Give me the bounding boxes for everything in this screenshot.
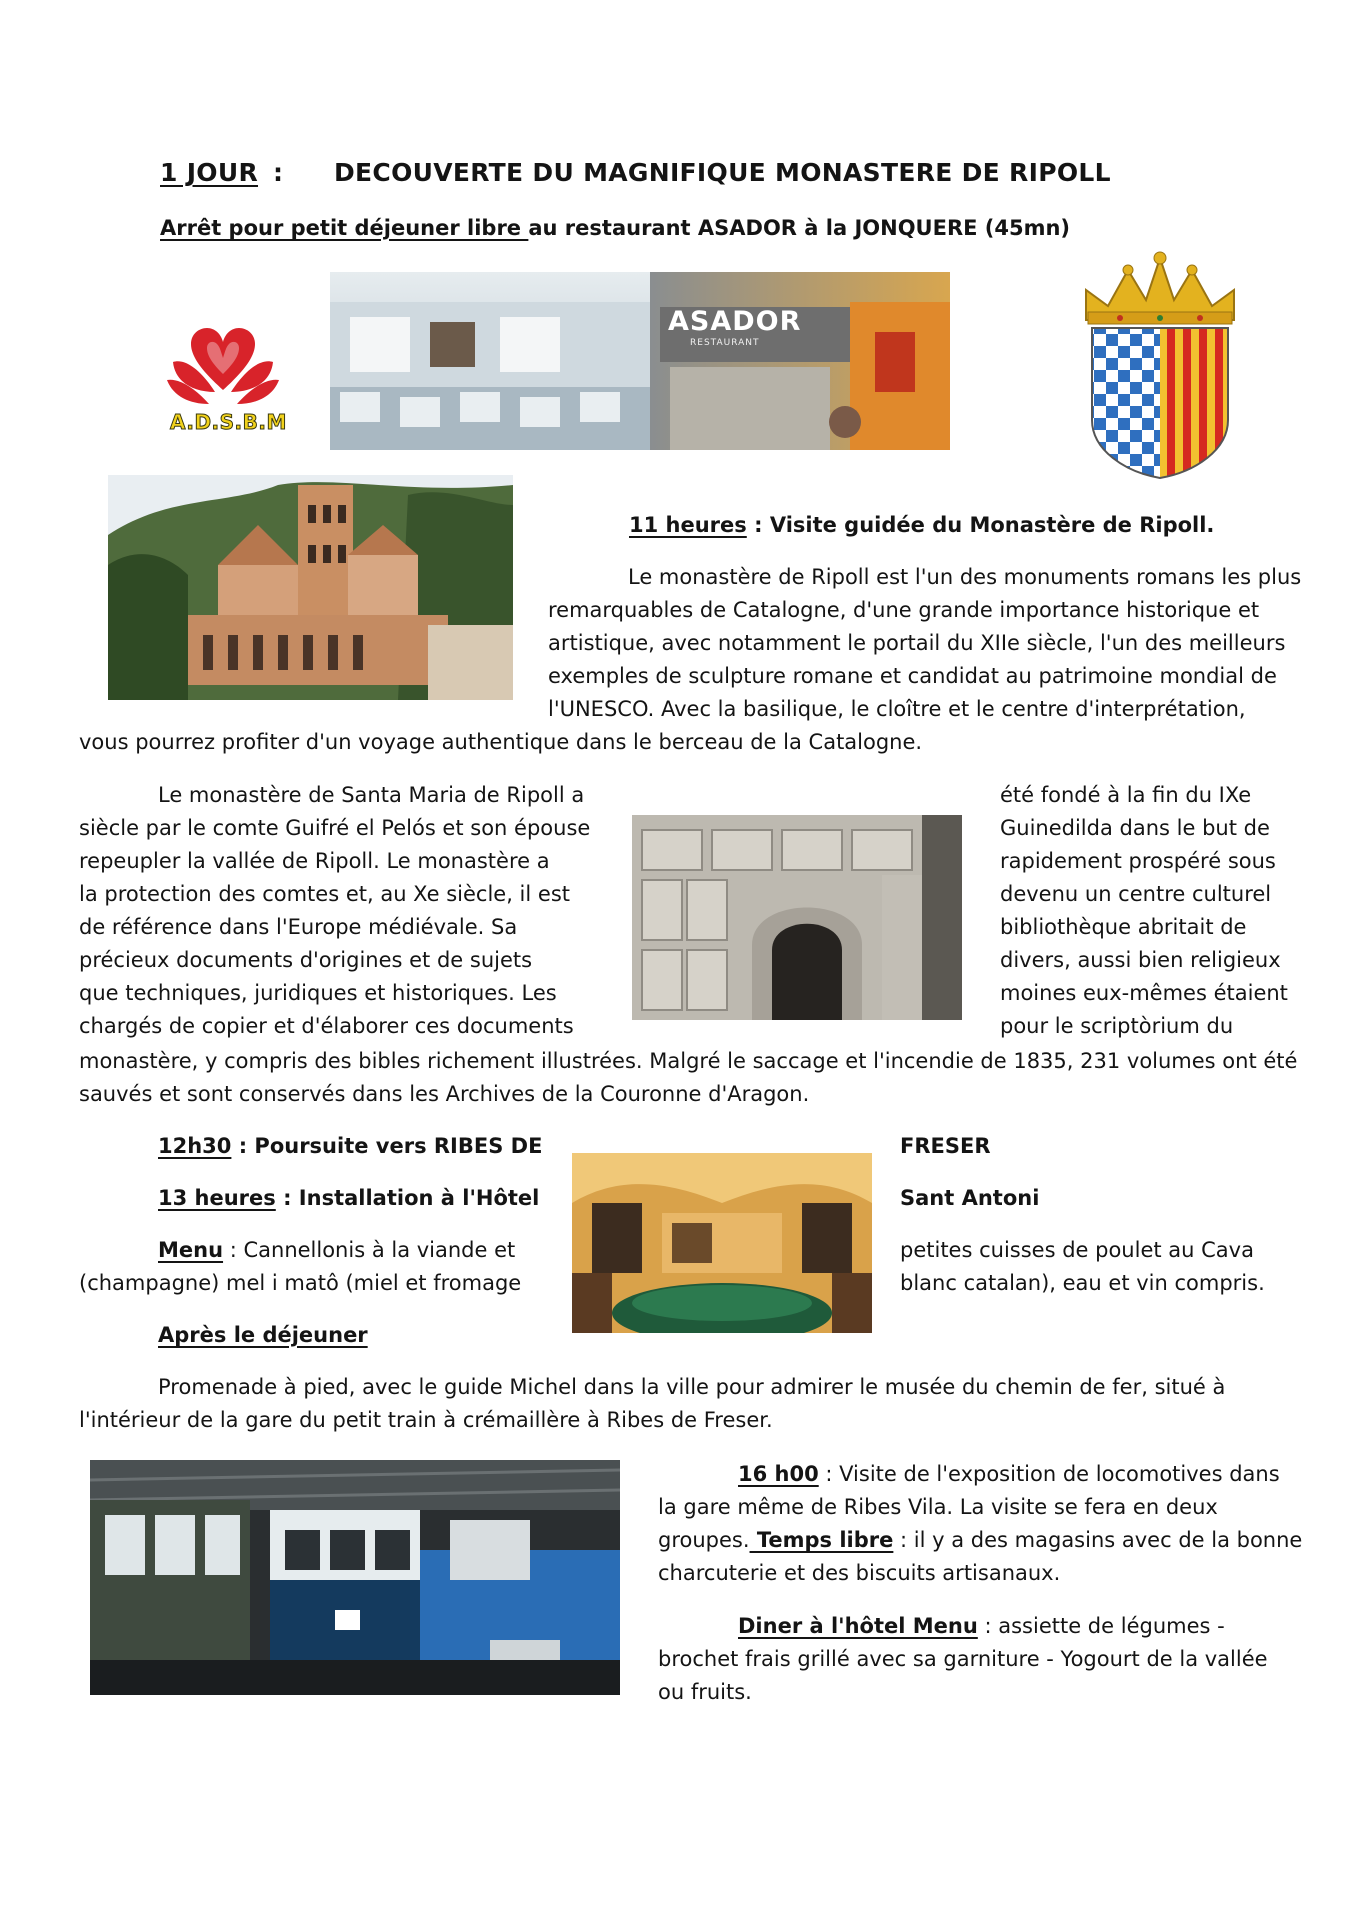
schedule-1230-right: FRESER — [900, 1134, 991, 1158]
dinner-line-3: ou fruits. — [658, 1680, 752, 1704]
menu-line-1 — [158, 1234, 515, 1267]
time-13h: 13 heures — [158, 1186, 276, 1210]
restaurant-sign-name: ASADOR — [668, 306, 802, 337]
walk-line-2: l'intérieur de la gare du petit train à crémaillère à Ribes de Freser. — [79, 1408, 773, 1432]
menu-label: Menu — [158, 1238, 224, 1262]
history-right-7: moines eux-mêmes étaient — [1000, 981, 1288, 1005]
page-title: DECOUVERTE DU MAGNIFIQUE MONASTERE DE RIPOLL — [334, 158, 1111, 187]
train-photo — [90, 1460, 620, 1695]
menu-right-2: blanc catalan), eau et vin compris. — [900, 1271, 1265, 1295]
history-left-2: siècle par le comte Guifré el Pelós et son épouse — [79, 816, 591, 840]
visit-line-6: vous pourrez profiter d'un voyage authentique dans le berceau de la Catalogne. — [79, 730, 923, 754]
history-left-1: Le monastère de Santa Maria de Ripoll a — [158, 783, 585, 807]
time-1230: 12h30 — [158, 1134, 232, 1158]
menu-line-2: (champagne) mel i matô (miel et fromage — [79, 1271, 522, 1295]
afternoon-shops: : il y a des magasins avec de la bonne — [893, 1528, 1303, 1552]
schedule-13h — [158, 1182, 539, 1215]
history-right-1: été fondé à la fin du IXe — [1000, 783, 1252, 807]
history-left-4: la protection des comtes et, au Xe siècle, il est — [79, 882, 570, 906]
history-left-3: repeupler la vallée de Ripoll. Le monastère a — [79, 849, 550, 873]
history-right-5: bibliothèque abritait de — [1000, 915, 1247, 939]
dinner-label: Diner à l'hôtel Menu — [738, 1614, 978, 1638]
schedule-13h-right: Sant Antoni — [900, 1186, 1040, 1210]
walk-line-1: Promenade à pied, avec le guide Michel dans la ville pour admirer le musée du chemin de fer, situé à — [158, 1375, 1226, 1399]
history-left-5: de référence dans l'Europe médiévale. Sa — [79, 915, 518, 939]
history-full-1: monastère, y compris des bibles richement illustrées. Malgré le saccage et l'incendie de 1835, 231 volumes ont été — [79, 1049, 1298, 1073]
menu-text: : Cannellonis à la viande et — [223, 1238, 516, 1262]
dinner-line-2: brochet frais grillé avec sa garniture - Yogourt de la vallée — [658, 1647, 1268, 1671]
afternoon-line-3 — [658, 1524, 1302, 1557]
time-16h: 16 h00 — [738, 1462, 819, 1486]
monastery-photo — [108, 475, 513, 700]
afternoon-text-1: : Visite de l'exposition de locomotives dans — [818, 1462, 1280, 1486]
portal-photo — [632, 815, 962, 1020]
afternoon-line-4: charcuterie et des biscuits artisanaux. — [658, 1561, 1061, 1585]
history-right-2: Guinedilda dans le but de — [1000, 816, 1270, 840]
breakfast-line — [160, 212, 1070, 245]
breakfast-text: au restaurant ASADOR à la JONQUERE (45mn) — [528, 216, 1071, 240]
afternoon-line-1 — [738, 1458, 1280, 1491]
visit-heading — [629, 509, 1214, 542]
history-left-8: chargés de copier et d'élaborer ces documents — [79, 1014, 574, 1038]
after-lunch-heading — [158, 1319, 368, 1352]
day-colon: : — [273, 158, 284, 187]
history-right-3: rapidement prospéré sous — [1000, 849, 1276, 873]
restaurant-photo — [330, 272, 950, 450]
dinner-text-1: : assiette de légumes - — [977, 1614, 1225, 1638]
day-heading — [160, 158, 283, 187]
schedule-1230 — [158, 1130, 542, 1163]
history-right-6: divers, aussi bien religieux — [1000, 948, 1281, 972]
dinner-line-1 — [738, 1610, 1225, 1643]
schedule-1230-text: : Poursuite vers RIBES DE — [231, 1134, 543, 1158]
schedule-13h-text: : Installation à l'Hôtel — [275, 1186, 540, 1210]
coat-of-arms-icon — [1070, 250, 1250, 480]
visit-line-2: remarquables de Catalogne, d'une grande importance historique et — [548, 598, 1260, 622]
visit-line-1: Le monastère de Ripoll est l'un des monuments romans les plus — [628, 565, 1302, 589]
history-right-8: pour le scriptòrium du — [1000, 1014, 1234, 1038]
history-left-7: que techniques, juridiques et historiques. Les — [79, 981, 557, 1005]
visit-line-4: exemples de sculpture romane et candidat au patrimoine mondial de — [548, 664, 1277, 688]
visit-sep: : — [746, 513, 770, 537]
after-lunch-label: Après le déjeuner — [158, 1323, 368, 1347]
breakfast-label: Arrêt pour petit déjeuner libre — [160, 216, 529, 240]
coat-of-arms — [1070, 250, 1250, 480]
hotel-photo — [572, 1153, 872, 1333]
visit-time: 11 heures — [629, 513, 747, 537]
adsbm-logo-text: A.D.S.B.M — [170, 410, 287, 434]
visit-line-5: l'UNESCO. Avec la basilique, le cloître et le centre d'interprétation, — [548, 697, 1246, 721]
history-full-2: sauvés et sont conservés dans les Archives de la Couronne d'Aragon. — [79, 1082, 810, 1106]
visit-line-3: artistique, avec notamment le portail du XIIe siècle, l'un des meilleurs — [548, 631, 1286, 655]
afternoon-line-2: la gare même de Ribes Vila. La visite se fera en deux — [658, 1495, 1218, 1519]
free-time-label: Temps libre — [749, 1528, 894, 1552]
menu-right-1: petites cuisses de poulet au Cava — [900, 1238, 1254, 1262]
restaurant-sign-sub: RESTAURANT — [690, 338, 760, 348]
history-right-4: devenu un centre culturel — [1000, 882, 1272, 906]
visit-title: Visite guidée du Monastère de Ripoll. — [769, 513, 1215, 537]
afternoon-groups: groupes. — [658, 1528, 750, 1552]
day-label: 1 JOUR — [160, 158, 259, 187]
history-left-6: précieux documents d'origines et de sujets — [79, 948, 533, 972]
